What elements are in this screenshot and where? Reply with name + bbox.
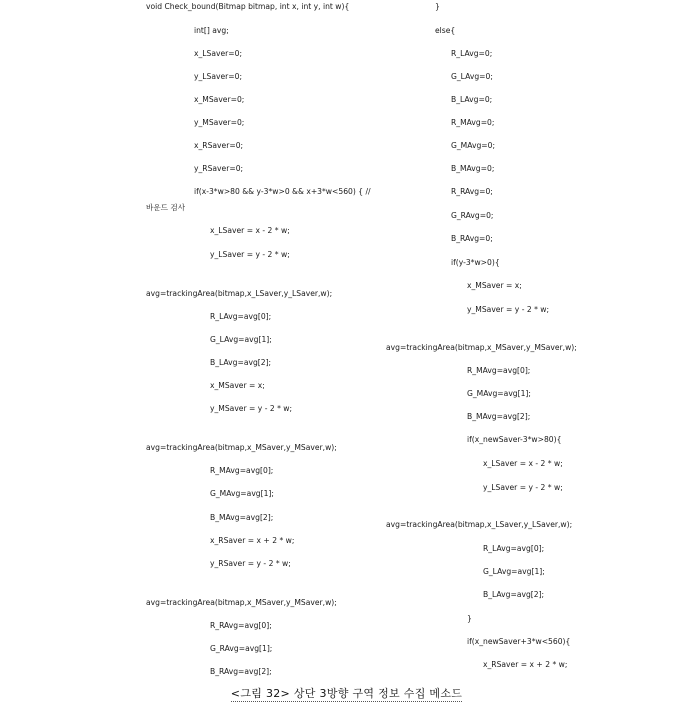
code-line: B_LAvg=avg[2];	[210, 358, 272, 367]
code-line: if(y-3*w>0){	[451, 258, 500, 267]
code-line: G_LAvg=0;	[451, 72, 493, 81]
code-line: G_RAvg=0;	[451, 211, 494, 220]
code-line: G_MAvg=0;	[451, 141, 496, 150]
code-line: x_RSaver = x + 2 * w;	[210, 536, 295, 545]
code-line: y_MSaver = y - 2 * w;	[210, 404, 293, 413]
code-line: y_LSaver = y - 2 * w;	[483, 483, 563, 492]
code-line: x_LSaver=0;	[194, 49, 243, 58]
code-line: B_MAvg=avg[2];	[210, 513, 274, 522]
code-line: x_MSaver = x;	[210, 381, 265, 390]
code-line: else{	[435, 26, 456, 35]
code-line: y_MSaver = y - 2 * w;	[467, 305, 550, 314]
code-line: G_LAvg=avg[1];	[210, 335, 272, 344]
code-line: x_RSaver=0;	[194, 141, 244, 150]
code-line: avg=trackingArea(bitmap,x_MSaver,y_MSaver,w);	[146, 443, 337, 452]
code-line: avg=trackingArea(bitmap,x_LSaver,y_LSaver,w);	[146, 289, 333, 298]
code-line: y_LSaver=0;	[194, 72, 243, 81]
code-line: G_MAvg=avg[1];	[467, 389, 531, 398]
code-line: int[] avg;	[194, 26, 229, 35]
code-line: if(x_newSaver-3*w>80){	[467, 435, 562, 444]
code-line: }	[435, 2, 440, 11]
code-line: x_MSaver=0;	[194, 95, 245, 104]
code-line: y_RSaver=0;	[194, 164, 244, 173]
code-line: x_LSaver = x - 2 * w;	[210, 226, 290, 235]
code-line: B_LAvg=avg[2];	[483, 590, 545, 599]
figure-caption	[0, 687, 693, 701]
code-line: x_RSaver = x + 2 * w;	[483, 660, 568, 669]
code-line: R_MAvg=avg[0];	[467, 366, 531, 375]
code-line: x_LSaver = x - 2 * w;	[483, 459, 563, 468]
code-comment: 바운드 검사	[146, 203, 186, 212]
code-line: G_RAvg=avg[1];	[210, 644, 273, 653]
code-line: R_LAvg=0;	[451, 49, 493, 58]
code-line: x_MSaver = x;	[467, 281, 522, 290]
code-line: B_LAvg=0;	[451, 95, 493, 104]
code-line: G_LAvg=avg[1];	[483, 567, 545, 576]
code-line: B_RAvg=0;	[451, 234, 493, 243]
code-line: R_RAvg=avg[0];	[210, 621, 272, 630]
code-line: y_MSaver=0;	[194, 118, 245, 127]
figure-caption-text: <그림 32> 상단 3방향 구역 정보 수집 메소드	[230, 687, 463, 700]
code-line: R_LAvg=avg[0];	[483, 544, 545, 553]
code-line: B_RAvg=avg[2];	[210, 667, 272, 676]
code-line: R_RAvg=0;	[451, 187, 493, 196]
code-line: B_MAvg=0;	[451, 164, 495, 173]
code-line: if(x-3*w>80 && y-3*w>0 && x+3*w<560) { //	[194, 187, 371, 196]
code-line: avg=trackingArea(bitmap,x_LSaver,y_LSaver,w);	[386, 520, 573, 529]
code-line: y_LSaver = y - 2 * w;	[210, 250, 290, 259]
code-line: G_MAvg=avg[1];	[210, 489, 274, 498]
code-line: R_LAvg=avg[0];	[210, 312, 272, 321]
code-line: R_MAvg=0;	[451, 118, 495, 127]
code-line: y_RSaver = y - 2 * w;	[210, 559, 291, 568]
code-line: B_MAvg=avg[2];	[467, 412, 531, 421]
code-line: avg=trackingArea(bitmap,x_MSaver,y_MSaver,w);	[386, 343, 577, 352]
code-line: R_MAvg=avg[0];	[210, 466, 274, 475]
code-line: if(x_newSaver+3*w<560){	[467, 637, 571, 646]
code-line: avg=trackingArea(bitmap,x_MSaver,y_MSaver,w);	[146, 598, 337, 607]
code-line: }	[467, 614, 472, 623]
code-line: void Check_bound(Bitmap bitmap, int x, int y, int w){	[146, 2, 350, 11]
